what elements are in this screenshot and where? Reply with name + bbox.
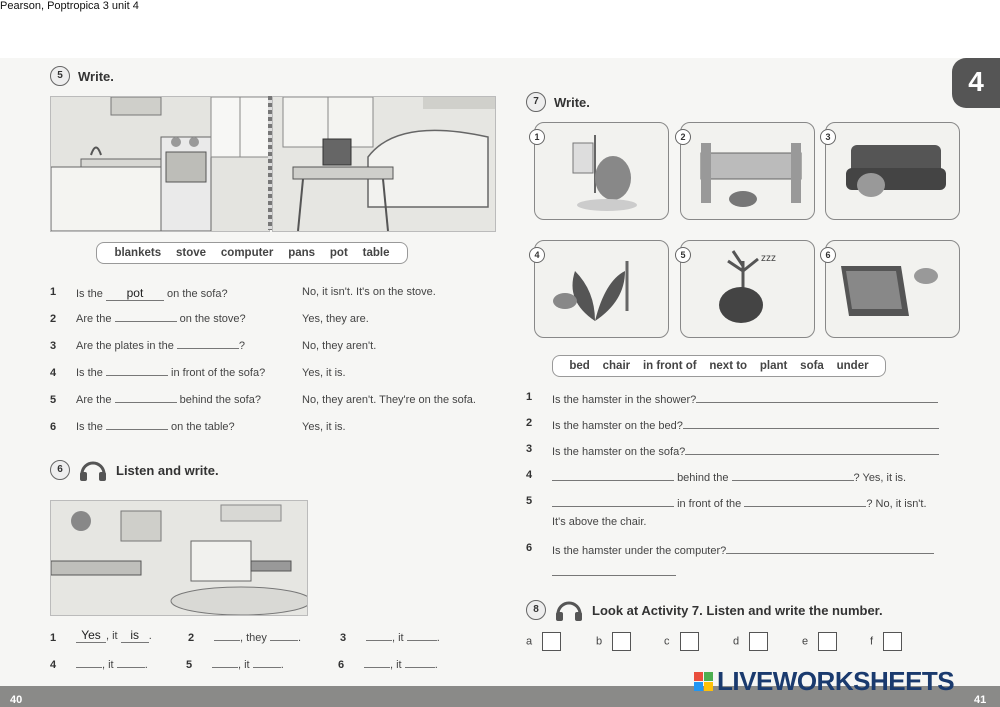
item-text: , it (238, 659, 250, 671)
question-start: Is the (76, 421, 103, 433)
question-start: Is the (76, 288, 103, 300)
picture-6-computer (825, 240, 960, 338)
ex5-row-question (76, 340, 245, 352)
picture-number: 2 (675, 129, 691, 145)
picture-1-shower (534, 122, 669, 220)
answer-blank[interactable] (696, 391, 938, 403)
ex7-question (552, 443, 939, 458)
question-start: Are the (76, 394, 112, 406)
shower-drawing (535, 123, 668, 219)
ex8-item-b (596, 632, 631, 651)
ex7-question (552, 417, 939, 432)
question-end: ? No, it isn't. (866, 498, 927, 510)
item-letter: d (733, 635, 740, 648)
ex6-item-number: 6 (338, 659, 345, 671)
answer-blank[interactable] (366, 640, 392, 641)
ex8-item-c (664, 632, 699, 651)
watermark-text: LIVEWORKSHEETS (717, 666, 955, 696)
ex5-word: pot (329, 247, 348, 259)
ex5-row-number: 5 (50, 394, 57, 406)
answer-blank[interactable] (732, 469, 854, 481)
answer-blank[interactable]: is (121, 628, 149, 643)
answer-blank[interactable] (106, 429, 168, 430)
ex5-row-number: 3 (50, 340, 57, 352)
ex7-question (552, 495, 927, 510)
ex6-item-number: 1 (50, 632, 57, 644)
ex7-word: next to (709, 360, 748, 372)
ex5-word: computer (220, 247, 274, 259)
ex7-q-number: 3 (526, 443, 533, 455)
picture-number: 3 (820, 129, 836, 145)
question-text: Is the hamster on the sofa? (552, 446, 686, 458)
ex7-word-box (552, 355, 886, 377)
ex5-header (50, 66, 114, 86)
item-letter: e (802, 635, 809, 648)
ex7-word: bed (569, 360, 590, 372)
liveworksheets-watermark (694, 666, 954, 697)
ex5-row-reply: Yes, it is. (302, 367, 346, 379)
ex7-q-number: 5 (526, 495, 533, 507)
picture-4-plant (534, 240, 669, 338)
ex5-row-question (76, 313, 246, 325)
ex7-header (526, 92, 590, 112)
answer-blank[interactable] (364, 667, 390, 668)
question-end: behind the sofa? (179, 394, 261, 406)
picture-2-bed (680, 122, 815, 220)
answer-blank[interactable] (117, 667, 145, 668)
ex5-word: pans (288, 247, 316, 259)
question-end: on the sofa? (167, 288, 228, 300)
answer-blank[interactable]: Yes (76, 628, 106, 643)
ex5-word: stove (175, 247, 207, 259)
answer-blank[interactable] (683, 417, 939, 429)
ex5-row-question (76, 286, 228, 301)
item-text: , it (106, 630, 118, 642)
ex7-q-number: 4 (526, 469, 533, 481)
ex5-row-question (76, 367, 265, 379)
ex6-header (50, 458, 219, 482)
ex6-item-number: 4 (50, 659, 57, 671)
answer-blank[interactable] (685, 443, 939, 455)
item-end: . (436, 632, 440, 644)
item-end: . (297, 632, 302, 644)
left-page-number: 40 (10, 694, 23, 706)
question-end: in front of the sofa? (171, 367, 266, 379)
ex6-item (214, 632, 301, 644)
unit-tab: 4 (952, 58, 1000, 108)
ex7-q-number: 2 (526, 417, 533, 429)
ex5-row-reply: No, they aren't. (302, 340, 377, 352)
answer-blank[interactable] (115, 402, 177, 403)
ex6-item-number: 3 (340, 632, 347, 644)
source-caption: Pearson, Poptropica 3 unit 4 (0, 0, 139, 12)
ex7-question (552, 542, 934, 557)
ex7-q-number: 1 (526, 391, 533, 403)
answer-blank[interactable] (405, 667, 435, 668)
ex5-title: Write. (78, 68, 114, 84)
living-room-illustration (272, 96, 496, 232)
answer-blank[interactable] (270, 640, 298, 641)
ex8-item-d (733, 632, 768, 651)
question-start: Are the (76, 313, 112, 325)
picture-number: 1 (529, 129, 545, 145)
item-end: . (434, 659, 438, 671)
ex6-item-number: 2 (188, 632, 195, 644)
answer-blank[interactable] (76, 667, 102, 668)
right-page-number: 41 (974, 694, 987, 706)
ex7-word: under (836, 360, 869, 372)
ex5-row-reply: No, they aren't. They're on the sofa. (302, 394, 476, 406)
ex5-row-question (76, 394, 261, 406)
picture-number: 5 (675, 247, 691, 263)
living-room-drawing (273, 97, 495, 231)
ex6-item (76, 659, 148, 671)
ex6-item (366, 632, 440, 644)
ex5-badge: 5 (50, 66, 70, 86)
item-text: , it (390, 659, 402, 671)
ex7-word: chair (602, 360, 631, 372)
ex7-word: in front of (642, 360, 697, 372)
headphones-icon (554, 598, 584, 622)
answer-blank[interactable] (106, 375, 168, 376)
plant-drawing (535, 241, 668, 337)
picture-5-chair (680, 240, 815, 338)
kitchen-drawing (51, 97, 269, 231)
question-text: behind the (677, 472, 729, 484)
room-drawing (51, 501, 307, 615)
ex8-item-a (526, 632, 561, 651)
ex5-row-question (76, 421, 235, 433)
answer-blank[interactable] (214, 640, 240, 641)
ex7-q5-extra: It's above the chair. (552, 516, 647, 528)
item-text: , they (240, 632, 267, 644)
item-text: , it (392, 632, 404, 644)
question-end: ? (238, 340, 246, 352)
answer-blank[interactable]: pot (106, 286, 164, 301)
liveworksheets-logo-icon (694, 672, 713, 691)
ex6-item-number: 5 (186, 659, 193, 671)
ex5-row-number: 6 (50, 421, 57, 433)
ex6-title: Listen and write. (116, 462, 219, 478)
answer-blank[interactable] (115, 321, 177, 322)
svg-text:zzz: zzz (761, 253, 776, 264)
answer-blank[interactable] (552, 495, 674, 507)
answer-blank[interactable] (212, 667, 238, 668)
ex8-item-f (870, 632, 902, 651)
ex8-header (526, 598, 883, 622)
question-end: ? Yes, it is. (853, 472, 907, 484)
ex7-title: Write. (554, 94, 590, 110)
answer-box[interactable] (883, 632, 902, 651)
ex6-item (364, 659, 438, 671)
answer-box[interactable] (542, 632, 561, 651)
ex7-word: sofa (800, 360, 824, 372)
answer-blank[interactable] (726, 542, 934, 554)
computer-drawing (826, 241, 959, 337)
chair-drawing (681, 241, 814, 337)
item-letter: b (596, 635, 603, 648)
question-end: on the stove? (179, 313, 246, 325)
answer-blank[interactable] (253, 667, 281, 668)
answer-box[interactable] (680, 632, 699, 651)
answer-box[interactable] (818, 632, 837, 651)
answer-box[interactable] (749, 632, 768, 651)
item-end: . (144, 659, 148, 671)
answer-blank[interactable] (407, 640, 437, 641)
item-end: . (280, 659, 284, 671)
item-text: , it (102, 659, 114, 671)
answer-blank[interactable] (177, 348, 239, 349)
ex6-badge: 6 (50, 460, 70, 480)
ex7-badge: 7 (526, 92, 546, 112)
answer-blank[interactable] (744, 495, 866, 507)
ex5-row-reply: No, it isn't. It's on the stove. (302, 286, 436, 298)
question-text: Is the hamster in the shower? (552, 394, 697, 406)
sofa-drawing (826, 123, 959, 219)
ex5-word: table (362, 247, 390, 259)
item-end: . (148, 630, 152, 642)
ex5-row-number: 1 (50, 286, 57, 298)
question-text: Is the hamster under the computer? (552, 545, 727, 557)
item-letter: c (664, 635, 670, 648)
picture-number: 4 (529, 247, 545, 263)
item-letter: a (526, 635, 533, 648)
picture-number: 6 (820, 247, 836, 263)
question-start: Is the (76, 367, 103, 379)
bed-drawing (681, 123, 814, 219)
ex8-badge: 8 (526, 600, 546, 620)
ex5-word-box (96, 242, 408, 264)
ex7-word: plant (759, 360, 788, 372)
kitchen-illustration (50, 96, 270, 232)
ex5-row-number: 4 (50, 367, 57, 379)
ex7-q-number: 6 (526, 542, 533, 554)
ex7-question (552, 469, 906, 484)
answer-box[interactable] (612, 632, 631, 651)
answer-blank[interactable] (552, 564, 676, 576)
answer-blank[interactable] (552, 469, 674, 481)
item-letter: f (870, 635, 874, 648)
room-illustration (50, 500, 308, 616)
ex8-item-e (802, 632, 837, 651)
question-text: in front of the (677, 498, 742, 510)
question-end: on the table? (171, 421, 235, 433)
ex5-word: blankets (114, 247, 162, 259)
ex6-item (76, 628, 152, 643)
ex7-question (552, 391, 938, 406)
question-start: Are the plates in the (76, 340, 174, 352)
question-text: Is the hamster on the bed? (552, 420, 683, 432)
ex6-item (212, 659, 284, 671)
headphones-icon (78, 458, 108, 482)
ex8-title: Look at Activity 7. Listen and write the number. (592, 602, 883, 618)
ex5-row-reply: Yes, they are. (302, 313, 369, 325)
picture-3-sofa (825, 122, 960, 220)
ex5-row-number: 2 (50, 313, 57, 325)
ex5-row-reply: Yes, it is. (302, 421, 346, 433)
